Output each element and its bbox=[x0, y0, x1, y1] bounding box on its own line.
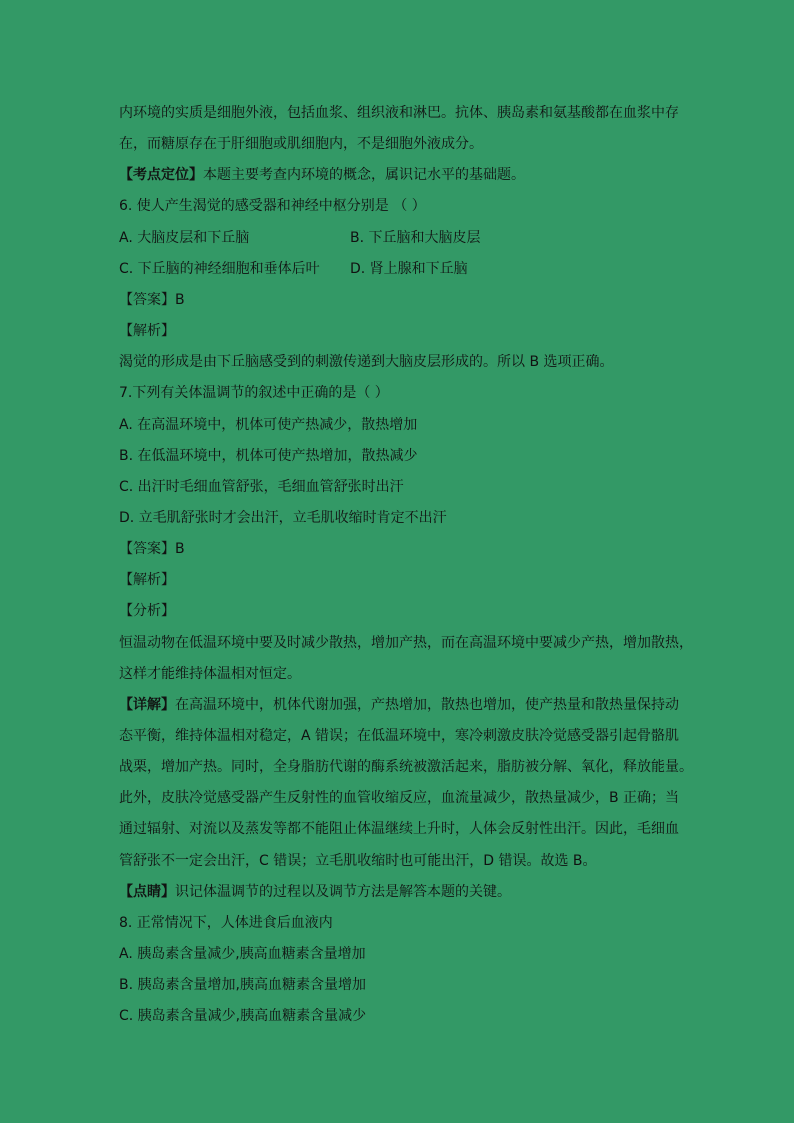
question-6-answer: 【答案】B bbox=[119, 292, 185, 308]
question-7-fenxi-line: 这样才能维持体温相对恒定。 bbox=[119, 666, 301, 682]
detail-tag: 【详解】 bbox=[119, 697, 175, 713]
question-7-fenxi-line: 恒温动物在低温环境中要及时减少散热，增加产热，而在高温环境中要减少产热，增加散热， bbox=[119, 635, 693, 651]
kaodian-text: 本题主要考查内环境的概念，属识记水平的基础题。 bbox=[203, 167, 525, 183]
question-6-option-a: A. 大脑皮层和下丘脑 bbox=[119, 230, 250, 246]
question-7-detail-first-line bbox=[119, 694, 679, 716]
paragraph-line: 在，而糖原存在于肝细胞或肌细胞内，不是细胞外液成分。 bbox=[119, 136, 483, 152]
question-7-answer: 【答案】B bbox=[119, 541, 185, 557]
question-6-analysis-label: 【解析】 bbox=[119, 323, 175, 339]
question-7-option-d: D. 立毛肌舒张时才会出汗，立毛肌收缩时肯定不出汗 bbox=[119, 510, 447, 526]
question-7-detail-line: 战栗，增加产热。同时，全身脂肪代谢的酶系统被激活起来，脂肪被分解、氧化，释放能量。 bbox=[119, 759, 693, 775]
question-7-detail-line: 态平衡，维持体温相对稳定，A 错误；在低温环境中，寒冷刺激皮肤冷觉感受器引起骨骼肌 bbox=[119, 728, 680, 744]
question-7-analysis-label: 【解析】 bbox=[119, 572, 175, 588]
paragraph-line: 内环境的实质是细胞外液，包括血浆、组织液和淋巴。抗体、胰岛素和氨基酸都在血浆中存 bbox=[119, 105, 679, 121]
kaodian-tag: 【考点定位】 bbox=[119, 167, 203, 183]
question-7-detail-line: 管舒张不一定会出汗，C 错误；立毛肌收缩时也可能出汗，D 错误。故选 B。 bbox=[119, 853, 597, 869]
question-6-stem: 6. 使人产生渴觉的感受器和神经中枢分别是 （ ） bbox=[119, 198, 426, 214]
detail-text: 在高温环境中，机体代谢加强，产热增加，散热也增加，使产热量和散热量保持动 bbox=[175, 697, 679, 713]
question-7-detail-line: 此外，皮肤冷觉感受器产生反射性的血管收缩反应，血流量减少，散热量减少，B 正确；当 bbox=[119, 790, 680, 806]
question-7-option-a: A. 在高温环境中，机体可使产热减少，散热增加 bbox=[119, 417, 418, 433]
question-6-option-d: D. 肾上腺和下丘脑 bbox=[350, 261, 468, 277]
question-8-option-a: A. 胰岛素含量减少,胰高血糖素含量增加 bbox=[119, 946, 366, 962]
question-8-stem: 8. 正常情况下，人体进食后血液内 bbox=[119, 915, 333, 931]
question-6-option-b: B. 下丘脑和大脑皮层 bbox=[350, 230, 481, 246]
kaodian-paragraph bbox=[119, 164, 525, 186]
question-8-option-b: B. 胰岛素含量增加,胰高血糖素含量增加 bbox=[119, 977, 366, 993]
question-7-stem: 7.下列有关体温调节的叙述中正确的是（ ） bbox=[119, 385, 389, 401]
question-6-analysis: 渴觉的形成是由下丘脑感受到的刺激传递到大脑皮层形成的。所以 B 选项正确。 bbox=[119, 354, 614, 370]
question-7-fenxi-label: 【分析】 bbox=[119, 603, 175, 619]
dianjing-tag: 【点睛】 bbox=[119, 884, 175, 900]
question-7-dianjing bbox=[119, 881, 511, 903]
question-7-option-c: C. 出汗时毛细血管舒张，毛细血管舒张时出汗 bbox=[119, 479, 404, 495]
question-7-option-b: B. 在低温环境中，机体可使产热增加，散热减少 bbox=[119, 448, 418, 464]
question-6-option-c: C. 下丘脑的神经细胞和垂体后叶 bbox=[119, 261, 320, 277]
dianjing-text: 识记体温调节的过程以及调节方法是解答本题的关键。 bbox=[175, 884, 511, 900]
question-8-option-c: C. 胰岛素含量减少,胰高血糖素含量减少 bbox=[119, 1008, 367, 1024]
question-7-detail-line: 通过辐射、对流以及蒸发等都不能阻止体温继续上升时，人体会反射性出汗。因此，毛细血 bbox=[119, 821, 679, 837]
